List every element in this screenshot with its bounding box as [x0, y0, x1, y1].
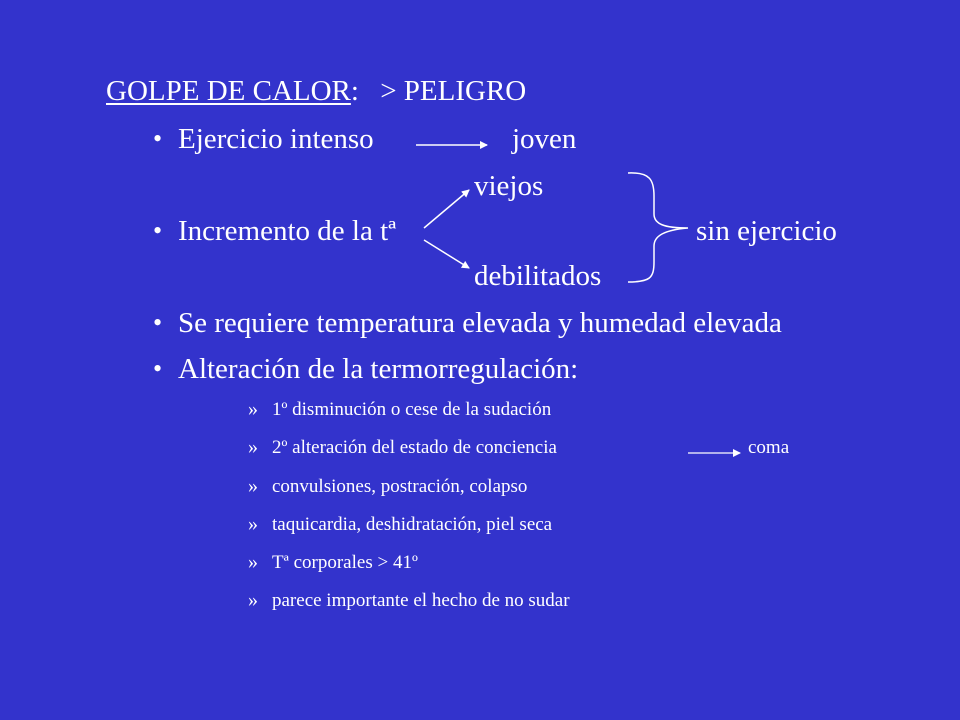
sub-bullet-no-sudar: parece importante el hecho de no sudar: [272, 590, 570, 611]
sub-bullet-conciencia: 2º alteración del estado de conciencia: [272, 437, 557, 458]
sub-bullet-symbol: »: [248, 475, 258, 497]
sub-bullet-temperatura-corporal: Tª corporales > 41º: [272, 552, 418, 573]
slide-title: [106, 77, 526, 106]
bullet-temperatura-humedad: Se requiere temperatura elevada y humedad elevada: [178, 307, 782, 339]
branch-upper-label: viejos: [474, 170, 544, 202]
title-heading: GOLPE DE CALOR: [106, 75, 351, 107]
bullet-symbol: •: [153, 216, 163, 245]
branch-lower-label: debilitados: [474, 260, 602, 292]
sub-bullet-convulsiones: convulsiones, postración, colapso: [272, 476, 528, 497]
bullet-symbol: •: [153, 308, 163, 337]
bullet-symbol: •: [153, 354, 163, 383]
sub-bullet-symbol: »: [248, 398, 258, 420]
sub-bullet-symbol: »: [248, 551, 258, 573]
title-suffix: > PELIGRO: [380, 75, 527, 107]
arrow-up-right-icon: [424, 190, 469, 228]
bullet-incremento-temperatura: Incremento de la tª: [178, 215, 397, 247]
arrow-down-right-icon: [424, 240, 469, 268]
sub-bullet-target-coma: coma: [748, 437, 790, 458]
sub-bullet-taquicardia: taquicardia, deshidratación, piel seca: [272, 514, 553, 535]
title-colon: :: [350, 75, 359, 107]
sub-bullet-symbol: »: [248, 589, 258, 611]
bracket-label-sin-ejercicio: sin ejercicio: [696, 215, 837, 247]
bullet-target-joven: joven: [512, 123, 577, 155]
sub-bullet-sudacion: 1º disminución o cese de la sudación: [272, 399, 552, 420]
curly-bracket-icon: [628, 173, 688, 282]
sub-bullet-symbol: »: [248, 513, 258, 535]
sub-bullet-symbol: »: [248, 436, 258, 458]
bullet-symbol: •: [153, 124, 163, 153]
bullet-ejercicio-intenso: Ejercicio intenso: [178, 123, 374, 155]
bullet-termorregulacion: Alteración de la termorregulación:: [178, 353, 579, 385]
